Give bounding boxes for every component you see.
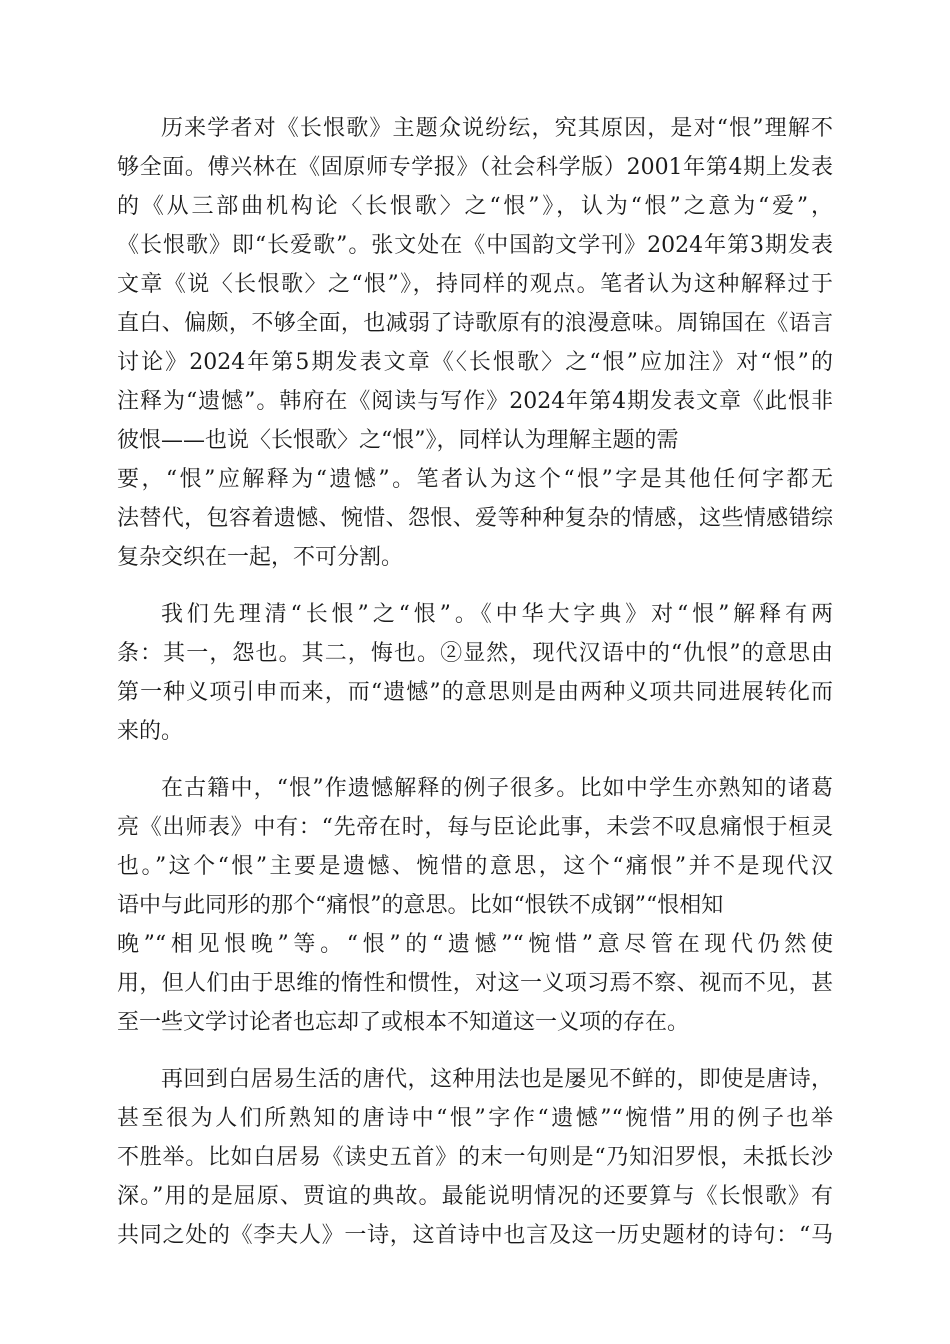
text-line: 讨论》2024年第5期发表文章《〈长恨歌〉之“恨”应加注》对“恨”的	[117, 350, 833, 375]
text-line: 要，“恨”应解释为“遗憾”。笔者认为这个“恨”字是其他任何字都无	[117, 467, 833, 492]
text-line: 够全面。傅兴林在《固原师专学报》（社会科学版）2001年第4期上发表	[117, 155, 833, 180]
text-line: 晚”“相见恨晚”等。“恨”的“遗憾”“惋惜”意尽管在现代仍然使	[117, 932, 833, 957]
text-line: 共同之处的《李夫人》一诗，这首诗中也言及这一历史题材的诗句：“马	[117, 1223, 833, 1248]
paragraph-gap	[117, 577, 833, 595]
text-line: 用，但人们由于思维的惰性和惯性，对这一义项习焉不察、视而不见，甚	[117, 971, 833, 996]
text-line: 至一些文学讨论者也忘却了或根本不知道这一义项的存在。	[117, 1010, 690, 1035]
text-line: 甚至很为人们所熟知的唐诗中“恨”字作“遗憾”“惋惜”用的例子也举	[117, 1106, 833, 1131]
text-line: 在古籍中，“恨”作遗憾解释的例子很多。比如中学生亦熟知的诸葛	[161, 776, 833, 801]
paragraph-4	[117, 1060, 833, 1255]
text-line: 法替代，包容着遗憾、惋惜、怨恨、爱等种种复杂的情感，这些情感错综	[117, 506, 833, 531]
text-line: 历来学者对《长恨歌》主题众说纷纭，究其原因，是对“恨”理解不	[161, 116, 833, 141]
text-line: 来的。	[117, 719, 184, 744]
paragraph-3	[117, 769, 833, 1042]
text-line: 条：其一，怨也。其二，悔也。②显然，现代汉语中的“仇恨”的意思由	[117, 641, 833, 666]
paragraph-2	[117, 595, 833, 751]
text-line: 深。”用的是屈原、贾谊的典故。最能说明情况的还要算与《长恨歌》有	[117, 1184, 833, 1209]
paragraph-1	[117, 109, 833, 577]
text-line: 文章《说〈长恨歌〉之“恨”》，持同样的观点。笔者认为这种解释过于	[117, 272, 833, 297]
text-line: 的《从三部曲机构论〈长恨歌〉之“恨”》，认为“恨”之意为“爱”，	[117, 194, 833, 219]
text-line: 第一种义项引申而来，而“遗憾”的意思则是由两种义项共同进展转化而	[117, 680, 833, 705]
text-line: 语中与此同形的那个“痛恨”的意思。比如“恨铁不成钢”“恨相知	[117, 893, 724, 918]
text-line: 注释为“遗憾”。韩府在《阅读与写作》2024年第4期发表文章《此恨非	[117, 389, 833, 414]
text-line: 直白、偏颇，不够全面，也减弱了诗歌原有的浪漫意味。周锦国在《语言	[117, 311, 833, 336]
text-line: 复杂交织在一起，不可分割。	[117, 545, 404, 570]
paragraph-gap	[117, 1042, 833, 1060]
text-line: 亮《出师表》中有：“先帝在时，每与臣论此事，未尝不叹息痛恨于桓灵	[117, 815, 833, 840]
text-line: 再回到白居易生活的唐代，这种用法也是屡见不鲜的，即使是唐诗，	[161, 1067, 833, 1092]
document-body	[117, 109, 833, 1255]
text-line: 我们先理清“长恨”之“恨”。《中华大字典》对“恨”解释有两	[161, 602, 833, 627]
text-line: 《长恨歌》即“长爱歌”。张文处在《中国韵文学刊》2024年第3期发表	[117, 233, 833, 258]
paragraph-gap	[117, 751, 833, 769]
text-line: 彼恨——也说〈长恨歌〉之“恨”》，同样认为理解主题的需	[117, 428, 679, 453]
text-line: 也。”这个“恨”主要是遗憾、惋惜的意思，这个“痛恨”并不是现代汉	[117, 854, 833, 879]
text-line: 不胜举。比如白居易《读史五首》的末一句则是“乃知汨罗恨，未抵长沙	[117, 1145, 833, 1170]
